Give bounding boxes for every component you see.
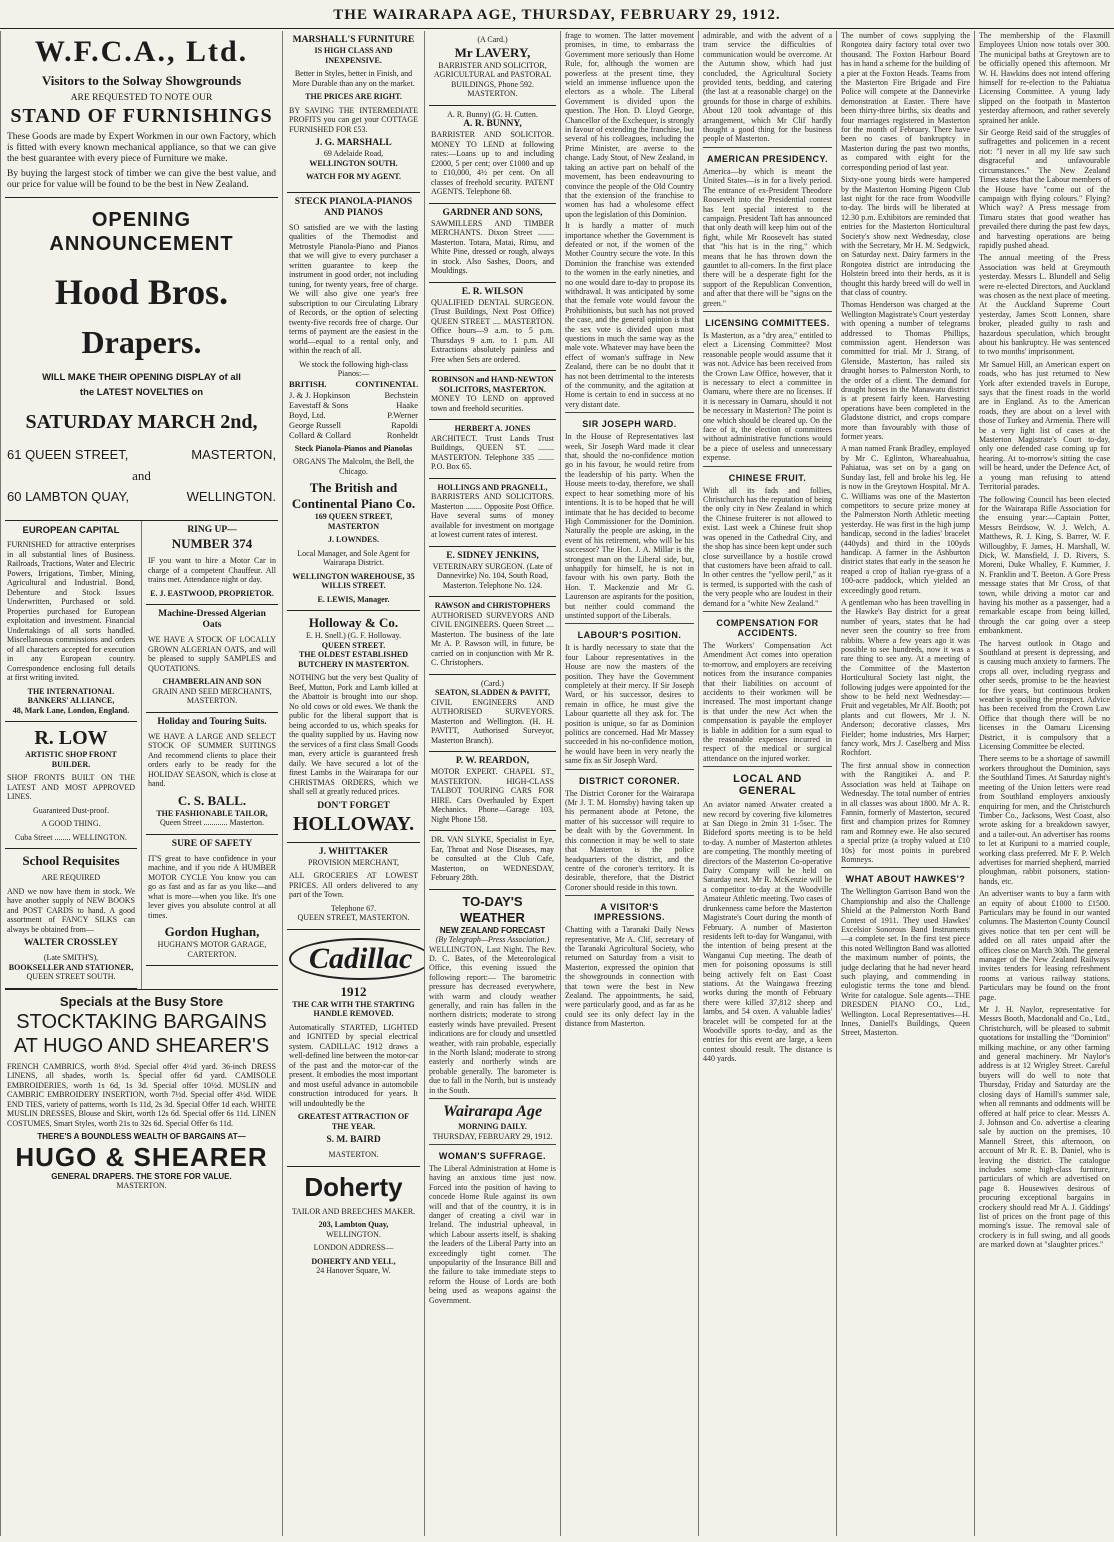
- bcp-title: The British and Continental Piano Co.: [291, 480, 416, 511]
- small-masthead: Wairarapa Age: [442, 1103, 543, 1120]
- column-6: [836, 31, 974, 1536]
- suffrage-heading: WOMAN'S SUFFRAGE.: [438, 1151, 547, 1161]
- hood-and: and: [132, 468, 151, 483]
- coroner-heading: DISTRICT CORONER.: [578, 775, 680, 786]
- euro-title: EUROPEAN CAPITAL: [22, 525, 120, 536]
- hood-town-2: WELLINGTON.: [186, 489, 276, 504]
- piano-british-name: Boyd, Ltd.: [289, 409, 326, 420]
- walter-trade: BOOKSELLER AND STATIONER,: [8, 962, 134, 972]
- hood-town-1: MASTERTON,: [191, 447, 276, 462]
- column-1: [0, 31, 282, 1536]
- weather-body: WELLINGTON, Last Night. The Rev. D. C. Bates, of the Meteorological Office, this evening issued the following report:— The barometric pressure has decreased everywhere, with warm and cloudy weather generally, and rain has fallen in the northern districts; moderate to strong easterly winds have prevailed. Present indications are for cloudy and unsettled weather, with rain probable, especially in the North Island; moderate to strong easterly and northerly winds are probable generally. The barometer is due to fall in the North, but is unsteady in the South.: [429, 944, 556, 1095]
- number-374: NUMBER 374: [171, 536, 253, 551]
- wilson-name: E. R. WILSON: [461, 286, 524, 297]
- col7-news-7: There seems to be a shortage of sawmill workers throughout the Dominion, says the Southland Times. At Saturday night's meeting of the Union letters were read from Southland employers anxiously enquiring for men, and the Christchurch Timber Co., Jacksons, West Coast, also wrote asking for a breakdown sawyer, and a tailer-out. An advertiser has rooms to let at Kuripuni to a married couple, working class preferred. Mr F. P. Welch advertises for married shepherd, married ploughman, rabbit poisoners, station-hands, etc.: [979, 754, 1110, 886]
- oats-body: WE HAVE A STOCK OF LOCALLY GROWN ALGERIAN OATS, and will be pleased to supply SAMPLES and QUOTATIONS.: [148, 635, 276, 673]
- jones-body: ARCHITECT. Trust Lands Trust Buildings, QUEEN ST. ........ MASTERTON. Telephone 335 ........ P.O. Box 65.: [431, 433, 554, 471]
- marshall-address: 69 Adelaide Road,: [323, 149, 384, 158]
- doherty-advert: [287, 1167, 420, 1282]
- algerian-oats-advert: [146, 605, 278, 713]
- holloway-title: Holloway & Co.: [308, 615, 399, 630]
- piano-british-name: Eavestaff & Sons: [289, 399, 349, 410]
- bcp-address: 169 QUEEN STREET, MASTERTON: [314, 512, 393, 531]
- holiday-suits: Holiday and Touring Suits.: [157, 716, 267, 727]
- local-heading: LOCAL AND GENERAL: [733, 773, 802, 798]
- piano-row: [289, 400, 418, 410]
- chinese-body: With all its fads and follies, Christchurch has the reputation of being the only city in New Zealand in which the Chinese fruiterer is not allowed to exist. Last week a Chinese fruit shop was opened in the Cathedral City, and the shop has since been kept under such close surveillance by a hostile crowd that customers have been afraid to call. In other centres the "yellow peril," as it is termed, is supported with the cash of the very people who are loudest in their demand for a "white New Zealand.": [703, 485, 832, 608]
- piano-row: [289, 420, 418, 430]
- jenkins-name: E. SIDNEY JENKINS,: [446, 550, 539, 561]
- steck-title: STECK PIANOLA-PIANOS AND PIANOS: [294, 196, 413, 218]
- baird-name: S. M. BAIRD: [326, 1135, 381, 1145]
- wilson-card: [429, 283, 556, 372]
- column-4: [560, 31, 698, 1536]
- piano-row: [289, 410, 418, 420]
- col7-news-3: The annual meeting of the Press Association was held at Greymouth yesterday. Messrs L. Blundell and Selig were re-elected Directors, and Auckland was chosen as the next place of meeting. At the Auckland Supreme Court yesterday, James Scott Lonnen, share broker, pleaded guilty to rash and hazardous speculation, which brought about his bankruptcy. He was sentenced to two months' imprisonment.: [979, 253, 1110, 357]
- rlow-sub: ARTISTIC SHOP FRONT BUILDER.: [25, 750, 117, 769]
- piano-continental-name: Haake: [396, 399, 418, 410]
- piano-british-name: J. & J. Hopkinson: [289, 389, 351, 400]
- holloway-oldest: THE OLDEST ESTABLISHED BUTCHERY IN MASTERTON.: [298, 650, 409, 669]
- steck-stock: We stock the following high-class Pianos:—: [299, 359, 408, 378]
- morning-daily: MORNING DAILY.: [458, 1122, 527, 1131]
- whittaker-name: J. WHITTAKER: [318, 846, 389, 857]
- gordon-hughan-advert: [146, 835, 278, 967]
- ward-heading: SIR JOSEPH WARD.: [582, 419, 677, 430]
- cadillac-end: GREATEST ATTRACTION OF THE YEAR.: [297, 1112, 410, 1131]
- hood-date: SATURDAY MARCH 2nd,: [25, 411, 258, 433]
- chinese-heading: CHINESE FRUIT.: [728, 472, 807, 483]
- euro-address: 48, Mark Lane, London, England.: [12, 705, 130, 715]
- ring-up-advert: [146, 521, 278, 605]
- licensing-body: Is Masterton, as a "dry area," entitled to elect a Licensing Committee? Most reasonable people would assume that it was not. Advice has been received from the Crown Law Office, however, that it is necessary to elect a committee in Oamaru, where there are no licenses. If it is necessary in Oamaru, should it not be necessary in Masterton? The point is one which should be cleared up. On the face of it, the election of committees without administrative functions would be a piece of useless and unnecessary expense.: [703, 330, 832, 463]
- lavery-card-label: (A Card.): [477, 35, 508, 44]
- weather-tel: (By Telegraph—Press Association.): [435, 935, 550, 944]
- piano-british-name: George Russell: [289, 419, 342, 430]
- seaton-name: SEATON, SLADDEN & PAVITT,: [434, 688, 551, 697]
- baird-town: MASTERTON.: [328, 1150, 379, 1159]
- cadillac-year: 1912: [340, 983, 367, 999]
- col6-news-6: The first annual show in connection with the Rangitikei A. and P. Association was held at Taihape on Wednesday. The total number of entries in all classes was about 1800. Mr A. R. Fannin, formerly of Masterton, secured first and champion prizes for Romney ram and Romney ewe. He also secured a special prize (a trophy valued at £10 10s) for most points in purebred Romneys.: [841, 760, 970, 864]
- gordon-hughan: Gordon Hughan,: [164, 924, 260, 939]
- cadillac-body: Automatically STARTED, LIGHTED and IGNITED by special electrical system. CADILLAC 1912 draws a well-defined line between the motor-car of the past and the motor-car of the present. It embodies the most important and most useful advance in automobile construction introduced for years. It will undoubtedly be the: [289, 1022, 418, 1108]
- column-7: [974, 31, 1114, 1536]
- piano-row: [289, 390, 418, 400]
- col5-news: admirable, and with the advent of a tram service the difficulties of communication would be overcome. At the Autumn show, which had just concluded, the Agricultural Society provided tents, bedding, and catering (the last at a reasonable charge) on the grounds for those in charge of exhibits. About 120 took advantage of this arrangement, which Mr Clif hardly thought a good thing for the business people of Masterton.: [703, 31, 832, 144]
- whittaker-address: QUEEN STREET, MASTERTON.: [297, 913, 410, 922]
- suits-body: WE HAVE A LARGE AND SELECT STOCK OF SUMMER SUITINGS And recommend clients to place their orders early to be ready for the HOLIDAY SEASON, which is close at hand.: [148, 731, 276, 788]
- column-5: [698, 31, 836, 1536]
- cadillac-logo: Cadillac: [289, 938, 424, 980]
- ball-sub: THE FASHIONABLE TAILOR,: [156, 808, 268, 818]
- hugo-big: HUGO & SHEARER: [15, 1141, 268, 1172]
- masthead: THE WAIRARAPA AGE, THURSDAY, FEBRUARY 29, 1912.: [0, 0, 1114, 29]
- seaton-card: [429, 675, 556, 753]
- chamberlain: CHAMBERLAIN AND SON: [162, 677, 262, 686]
- col7-news-8: An advertiser wants to buy a farm with an equity of about £1000 to £1500. Particulars may be found in our wanted columns. The Masterton County Council gives notice that ten per cent will be added on all rates unpaid after the offices close on March 30th. The general manager of the New Zealand Railways invites tenders for leasing refreshment rooms at various railway stations. Particulars may be found on the front page.: [979, 889, 1110, 1002]
- col7-news-5: The following Council has been elected for the Wairarapa Rifle Association for the ensuing year:—Captain Potter, Messrs Beirdsow, W. J. Welch, A. Matthews, R. J. King, S. Barrer, W. F. Willoughby, F. James, H. Marshall, W. Dick, W. Mansfield, J. D. Rivers, S. Moreni, Duke Whalley, F. Kummer, J. N. Franklin and T. Beeton. A Gore Press message states that Mr Cross, of that town, while driving a motor car and having his mother as a passenger, had a remarkable escape from being killed, through the car going over a steep embankment.: [979, 494, 1110, 636]
- wfca-title: W.F.C.A., Ltd.: [34, 35, 249, 68]
- opening-heading: OPENING ANNOUNCEMENT: [49, 209, 234, 255]
- steck-continental: CONTINENTAL: [355, 378, 418, 389]
- jones-name: HERBERT A. JONES: [454, 424, 531, 433]
- bunny-card: [429, 106, 556, 204]
- lavery-sub: BARRISTER AND SOLICITOR, AGRICULTURAL and PASTORAL BUILDINGS, Phone 592. MASTERTON.: [433, 60, 552, 98]
- hood-address-1: 61 QUEEN STREET,: [7, 447, 129, 462]
- visitor-body: Chatting with a Taranaki Daily News representative, Mr A. Clif, secretary of the Taranaki Agricultural Society, who returned on Saturday from a visit to Masterton, expressed the opinion that the showgrounds in connection with that town were the best in New Zealand. The appointments, he said, were particularly good, and as far as he could see its only defect lay in the distance from Masterton.: [565, 925, 694, 1029]
- marshall-prices: THE PRICES ARE RIGHT.: [305, 92, 402, 101]
- cadillac-sub: THE CAR WITH THE STARTING HANDLE REMOVED.: [292, 999, 415, 1018]
- hugo-shearer-advert: [5, 989, 278, 1197]
- col7-news-9: Mr J. H. Naylor, representative for Messrs Booth, Macdonald and Co., Ltd., Christchurch, will be pleased to submit quotations for installing the "Dominion" milking machine, or any other farming and general machinery. Mr Naylor's address is at 12 Wrigley Street. Careful buyers will do well to note that Thursday, Friday and Saturday are the closing days of Hamill's summer sale, when all remnants and oddments will be offered at half price to clear. Messrs A. J. Johnson and Co. advertise a clearing sale by auction on the premises, 10 Mannell Street, this afternoon, on account of Mr R. E. B. Daniel, who is leaving the district. The catalogue includes some high-class furniture, particulars of which are advertised on page 8. Housewives desirous of procuring exceptional bargains in crockery should read Mr A. J. Giddings' list of prices on the front page of this morning's issue. The removal sale of crockery is in full swing, and all goods are marked down at "slaughter prices.": [979, 1005, 1110, 1250]
- piano-continental-name: Bechstein: [384, 389, 418, 400]
- rlow-title: R. LOW: [34, 727, 108, 749]
- steck-line: Steck Pianola-Pianos and Pianolas: [294, 443, 413, 453]
- cs-ball: C. S. BALL.: [177, 792, 247, 808]
- lavery-name: Mr LAVERY,: [454, 44, 531, 60]
- reardon-body: MOTOR EXPERT. CHAPEL ST., MASTERTON. HIGH-CLASS TALBOT TOURING CARS FOR HIRE. Cars Overhauled by Expert Mechanics. Phone—Garage 103, Night Phone 158.: [431, 767, 554, 824]
- bcp-manager: J. LOWNDES.: [328, 535, 379, 544]
- robinson-card: [429, 371, 556, 420]
- ball-address: Queen Street ............ Masterton.: [160, 818, 264, 827]
- r-low-advert: [5, 722, 137, 849]
- col6-news-3: Thomas Henderson was charged at the Wellington Magistrate's Court yesterday with opening a number of telegrams addressed to Thomas Phillips, commission agent. Henderson was committed for trial. Mr J. Strang, of Glenside, Masterton, has railed six draught horses to Palmerston North, to the order of a client. The demand for draught horses in the Manawatu district is at present fairly keen. Harvesting operations have been completed in the Gladstone district, and crops compare more than favourably with those of former years.: [841, 300, 970, 442]
- compensation-body: The Workers' Compensation Act Amendment Act comes into operation to-morrow, and employers are receiving notices from the insurance companies that their liabilities on account of accidents to their workmen will be increased. The most important change is that under the new Act when the compensation is payable the employer is liable in addition for a sum equal to the reasonable expenses incurred in respect of the medical or surgical attendance on the injured worker.: [703, 640, 832, 763]
- hood-bros-advert: [5, 198, 278, 521]
- bunny-name: A. R. BUNNY,: [463, 119, 522, 129]
- col7-news-4: Mr Samuel Hill, an American expert on roads, who has just returned to New York after extended travels in Europe, says that the finest roads in the world are in England. As to the American roads, they are about on a level with those of Turkey and Armenia. There will be a very light list of cases at the Masterton Magistrate's Court to-day, only one defended case coming up for hearing. At to-morrow's sitting the case will be heard, under the Defence Act, of a young man refusing to attend Territorial parades.: [979, 359, 1110, 492]
- school-requisites-advert: [5, 849, 137, 989]
- school-body: AND we now have them in stock. We have another supply of NEW BOOKS and POST CARDS to hand. A good assortment of FANCY SILKS can always be obtained from—: [7, 886, 135, 934]
- marshall-title: MARSHALL'S FURNITURE: [292, 35, 415, 45]
- seaton-card-label: (Card.): [481, 678, 504, 688]
- weather-section: [429, 890, 556, 1096]
- gardner-card: [429, 204, 556, 283]
- reardon-card: [429, 752, 556, 831]
- col6-news-2: Sixty-one young birds were hampered by the Masterton Homing Pigeon Club last night for the race from Woodville to-day. The birds will be liberated at 12.30 p.m. Exhibitors are reminded that entries for the Masterton Horticultural Society's show next Wednesday, close with the Secretary, Mr H. M. Sedgwick, on Saturday next. Dairy farmers in the Rongotea district are introducing the Holstein breed into their herds, as it is thought this hardy breed will do well in that class of country.: [841, 175, 970, 297]
- jenkins-body: VETERINARY SURGEON. (Late of Dannevirke) No. 104, South Road, Masterton. Telephone No. 124.: [432, 561, 553, 590]
- column-2: [282, 31, 424, 1536]
- col6-news-5: A gentleman who has been travelling in the Hawke's Bay district for a great number of years, states that he had never seen the country so free from rabbits. Where a few years ago it was possible to see hundreds, now it was a rare thing to see any. At a meeting of the Committee of the Masterton Horticultural Society last night, the following judges were appointed for the show to be held next Wednesday:—Fruit and vegetables, Mr Alf. Booth; pot plants and cut flowers, Mr J. N. Anderson; decorative classes, Mrs Fielder; home industries, Mrs Harper; fancy work, Mrs J. Caselberg and Miss Rochfort.: [841, 597, 970, 758]
- bcp-manager-sub: Local Manager, and Sole Agent for Wairarapa District.: [297, 548, 410, 567]
- editorial-dateline: THURSDAY, FEBRUARY 29, 1912.: [432, 1131, 553, 1141]
- suffrage-continued-2: It is hardly a matter of much importance whether the Government is defeated or not, if the women of the Mother Country secure the vote. In this Dominion the franchise was extended to the women in the early nineties, and no one would dare to-day to propose its withdrawal. It was anticipated by some that the female vote would favour the Prohibitionists, but such has not proved the case, and the general opinion is that the sex vote is divided upon most questions in much the same way as the male vote. Whatever may have been the effect of woman's suffrage in New Zealand, there can be no doubt that it has not been detrimental to the interests of the community, and the agitation at Home is certain to end in success at no very distant date.: [565, 221, 694, 409]
- labour-body: It is hardly necessary to state that the four Labour representatives in the House are now the masters of the position. They have the Government completely at their mercy. If Sir Joseph Ward, or his successor, desires to remain in office, he must give the Labour quartette all they ask for. The position is unique, so far as Dominion politics are concerned. Had Mr Massey succeeded in his no-confidence motion, he would have been in very nearly the same fix as Sir Joseph Ward.: [565, 643, 694, 766]
- american-heading: AMERICAN PRESIDENCY.: [706, 153, 828, 164]
- steck-piano-advert: [287, 193, 420, 612]
- holloway-address: QUEEN STREET.: [321, 640, 386, 650]
- doherty-sub: TAILOR AND BREECHES MAKER.: [291, 1206, 416, 1216]
- bcp-manager2: E. LEWIS, Manager.: [317, 594, 390, 604]
- hood-name: Hood Bros.: [54, 272, 229, 312]
- eastwood: E. J. EASTWOOD, PROPRIETOR.: [150, 588, 274, 598]
- marshall-name: J. G. MARSHALL: [315, 138, 392, 148]
- marshall-body: Better in Styles, better in Finish, and More Durable than any on the market.: [292, 69, 415, 88]
- at-hugo-heading: AT HUGO AND SHEARER'S: [13, 1034, 270, 1057]
- c-s-ball-advert: [146, 713, 278, 835]
- organs-line: ORGANS The Malcolm, the Bell, the Chicago.: [293, 457, 414, 476]
- whittaker-tel: Telephone 67.: [330, 903, 377, 913]
- hollings-body: BARRISTERS AND SOLICITORS. Masterton ........ Opposite Post Office. Have several sums of money available for investment on mortgage at lowest current rates of interest.: [431, 492, 554, 539]
- steck-british: BRITISH.: [289, 378, 327, 389]
- col6-news-4: A man named Frank Bradley, employed by Mr C. Eglinton, Whareahuahua, Pahiatua, was set on by a gang on Sunday last, fell and broke his leg. He is now in the Greytown Hospital. Mr A. C. Williams was one of the Masterton competitors to secure prize money at the Palmerston North Athletic meeting yesterday. He was first in the high jump handicap, second in the ladies' bracelet (440yds) and third in the 100yds handicap. A farmer in the Ashburton district states that early in the season he reaped a crop of Italian rye-grass of a 100-acre paddock, which yielded an exceedingly good return.: [841, 444, 970, 595]
- wfca-body: These Goods are made by Expert Workmen in our own Factory, which is fitted with every known mechanical appliance, so that we can give the best guarantee with every piece of Furniture we make.: [7, 132, 276, 164]
- rlow-guarantee: Guaranteed Dust-proof.: [33, 805, 109, 815]
- local-body: An aviator named Atwater created a new record by covering five kilometres at San Diego in 2min 31 1-5sec. The Bideford sports meeting is to be held to-day. A number of Masterton athletes are competing. The monthly meeting of directors of the Masterton Co-operative Dairy Company will be held on Saturday next. Mr R. McKenzie will be a competitor to-day at the Woodville Amateur Athletic meeting. Two cases of drunkenness came before the Masterton Magistrate's Court during the month of February. A number of Masterton residents left to-day for Wanganui, with the intention of being present at the Wanganui Cup meeting. The death of men for poisoning opossums is still being actively felt on East Coast stations. At the Waingawa freezing works during the month of February there were killed 37,812 sheep and lambs, and 54 oxen. A valuable ladies' bracelet will be competed for at the Woodville sports to-day, and as the entries for this event are large, a keen contest should result. The distance is 440 yards.: [703, 800, 832, 1064]
- hood-line1: WILL MAKE THEIR OPENING DISPLAY of all: [42, 372, 241, 383]
- doherty-address: 203, Lambton Quay,: [318, 1220, 389, 1229]
- ring-up: RING UP—: [187, 525, 237, 535]
- piano-continental-name: P.Werner: [387, 409, 418, 420]
- piano-continental-name: Ronheldt: [386, 429, 418, 440]
- doherty-london: LONDON ADDRESS—: [313, 1243, 394, 1252]
- piano-continental-name: Rapoldi: [391, 419, 418, 430]
- wfca-line1: Visitors to the Solway Showgrounds: [41, 73, 242, 88]
- holloway-names: E. H. Snell.) (G. F. Holloway.: [305, 631, 402, 640]
- school-title: School Requisites: [22, 853, 120, 868]
- suffrage-body: The Liberal Administration at Home is having an anxious time just now. Forced into the position of having to concede Home Rule against its own will and that of the country, it is in danger of creating a civil war in Ireland. The industrial upheaval, in which Labour asserts itself, is shaking the leaders of the Liberal Party into an exceedingly tight corner. The unpopularity of the Insurance Bill and the failure to take immediate steps to reform the House of Lords are both being used as weapons against the Government.: [429, 1164, 556, 1305]
- gardner-body: SAWMILLERS AND TIMBER MERCHANTS. Dixon Street ........ Masterton. Totara, Matai, Rimu, and White Pine, dressed or rough, always in stock. Also Sashes, Doors, and Mouldings.: [431, 218, 554, 275]
- vanslyke-body: DR. VAN SLYKE, Specialist in Eye, Ear, Throat and Nose Diseases, may be consulted at the Club Cafe, Masterton, on WEDNESDAY, February 28th.: [431, 835, 554, 882]
- gardner-name: GARDNER AND SONS,: [442, 207, 543, 218]
- steck-body: SO satisfied are we with the lasting qualities of the Themodist and Metrostyle Pianola-Piano and Pianos that we will give to every purchaser a written guarantee to keep the instrument in good order, not including tuning, for twenty years, free of charge. We will also give one year's free subscription to our Circulating Library of Records, or the option of selecting twenty-five records free of charge. Our terms of payment are the easiest in the world—equal to a rental only, and within the reach of all.: [289, 222, 418, 355]
- robinson-body: MONEY TO LEND on approved town and freehold securities.: [431, 394, 554, 413]
- lavery-card: [429, 31, 556, 106]
- rawson-name: RAWSON and CHRISTOPHERS: [434, 601, 551, 610]
- piano-row: [289, 430, 418, 440]
- labour-heading: LABOUR'S POSITION.: [577, 630, 682, 641]
- cadillac-advert: [287, 930, 420, 1167]
- walter-address: QUEEN STREET SOUTH.: [26, 972, 116, 981]
- hugo-town: MASTERTON.: [116, 1181, 167, 1190]
- holloway-advert: [287, 611, 420, 843]
- col6-news-1: The number of cows supplying the Rongotea dairy factory total over two thousand. The Foxton Harbour Board has in hand a scheme for the building of a pier at the Foxton Heads. Teams from the Masterton Fire Brigade and Fire Police will compete at the Dannevirke demonstration at Easter. There have been thirty-three births, six deaths and four marriages registered in Masterton for the month of February. There have been no cases of bankruptcy in Masterton during the past two months, as compared with eight for the corresponding period of last year.: [841, 31, 970, 172]
- marshall-sub: IS HIGH CLASS AND INEXPENSIVE.: [314, 46, 393, 65]
- piano-list: [289, 390, 418, 440]
- chamberlain-sub: GRAIN AND SEED MERCHANTS, MASTERTON.: [152, 686, 272, 705]
- van-slyke-card: [429, 831, 556, 890]
- ward-body: In the House of Representatives last week, Sir Joseph Ward made it clear that, should the no-confidence motion go in his favour, he would retire from the leadership of his party. When the House meets to-day, therefore, we shall expect to hear something more of his intentions. It is to be hoped that he will intimate that he has decided to become High Commissioner for the Dominion. Naturally the people are asking, in the event of his retirement, who will be his successor? The Hon. J. A. Millar is the strongest man on the Liberal side, but, unhappily for himself, he is not in favour with his own party. Both the Hon. T. Mackenzie and Mr G. Laurenson are aspirants for the position, but neither could command the unstinted support of the Liberals.: [565, 432, 694, 620]
- doherty-london-address: 24 Hanover Square, W.: [316, 1266, 391, 1275]
- sure-of-safety: SURE OF SAFETY: [171, 838, 253, 849]
- holloway-body: NOTHING but the very best Quality of Beef, Mutton, Pork and Lamb killed at the Abattoir is brought into our shop. No old cows or old ewes. We thank the public for the liberal support that is being accorded to us, which speaks for the quality supplied by us. Having now the services of a first class Small Goods man, every article is guaranteed fresh daily. We have secured a lot of the finest Lambs in the Wairarapa for our CHRISTMAS ORDERS, which we shall sell at greatly reduced prices.: [289, 673, 418, 796]
- euro-firm: THE INTERNATIONAL BANKERS' ALLIANCE,: [27, 686, 115, 705]
- column-3: [424, 31, 560, 1536]
- marshall-town: WELLINGTON SOUTH.: [309, 158, 398, 168]
- ring-body: IF you want to hire a Motor Car in charge of a competent Chauffeur. All trains met. Attendance night or day.: [148, 556, 276, 584]
- hughan-sub: HUGHAN'S MOTOR GARAGE, CARTERTON.: [157, 940, 267, 959]
- hollings-card: [429, 479, 556, 547]
- hugo-list: FRENCH CAMBRICS, worth 8½d. Special offer 4½d yard. 36-inch DRESS LINENS, all shades, worth 1s. Special offer 6d yard. CAMISOLE EMBROIDERIES, worth 1s 6d, 1s 3d. Special offer 10½d. MUSLIN and CAMBRIC EMBROIDERY INSERTION, worth 7½d. Special offer 4½d. WIDE END TIES, variety of patterns, worth 1s 11d, 2s 3d. Special Offer 1d each. WHITE MUSLIN DRESSES, Blouse and Skirt, worth 12s 6d. Special offer 6s 11d. LINEN COSTUMES, Smart Styles, worth 21s to 32s 6d. Special Offer 6s 11d.: [7, 1061, 276, 1128]
- hawkes-body: The Wellington Garrison Band won the Championship and also the Challenge Shield at the Palmerston North Band Contest of 1911. They used Hawkes' Excelsior Sonorous Band Instruments—a complete set. In the first test piece this noted Wellington Band was allotted the maximum number of points, the judge declaring that he had never heard such playing, and commending in eulogistic terms the tone and blend. Write for catalogue. Sole agents—THE DRESDEN PIANO CO., Ltd., Wellington. Local Representatives—H. Innes, Daniell's Buildings, Queen Street, Masterton.: [841, 887, 970, 1038]
- walter-crossley: WALTER CROSSLEY: [24, 938, 118, 948]
- american-body: America—by which is meant the United States—is in for a lively period. The entrance of ex-President Theodore Roosevelt into the Presidential contest has lent special interest to the campaign. President Taft has announced that only death will keep him out of the fight, while Mr Roosevelt has stated that "his hat is in the ring," which means that he has thrown down the gauntlet to all-comers. In the first place there will be a desperate fight for the support of the Republican Convention, and after that there will be "signs on the green.": [703, 166, 832, 308]
- rawson-body: AUTHORISED SURVEYORS AND CIVIL ENGINEERS. Queen Street .... Masterton. The business of the late Mr A. P. Rawson will, in future, be carried on in conjunction with Mr R. C. Christophers.: [431, 610, 555, 667]
- holloway-big: HOLLOWAY.: [292, 812, 415, 835]
- hugo-sub: GENERAL DRAPERS. THE STORE FOR VALUE.: [51, 1171, 232, 1181]
- marshall-watch: WATCH FOR MY AGENT.: [306, 172, 401, 181]
- walter-sub: (Late SMITH'S),: [43, 953, 99, 962]
- marshall-save: BY SAVING THE INTERMEDIATE PROFITS you can get your COTTAGE FURNISHED FOR £53.: [289, 105, 418, 134]
- whittaker-body: ALL GROCERIES AT LOWEST PRICES. All orders delivered to any part of the Town.: [289, 871, 418, 899]
- euro-body: FURNISHED for attractive enterprises in all substantial lines of Business. Railroads, Tractions, Water and Electric Powers, Irrigations, Timber, Mining, Agricultural and Industrial. Bond, Debenture and Stock Issues Underwritten, Purchased or sold. Properties purchased for European exploitation and investment. Financial Undertakings of all sorts handled. Miscellaneous commissions and orders of all characters accepted for execution in any European country. Correspondence enclosing full details at first writing invited.: [7, 540, 135, 682]
- bunny-names: A. R. Bunny) (G. H. Cutten.: [447, 109, 538, 119]
- piano-british-name: Collard & Collard: [289, 429, 351, 440]
- editorial-masthead: [429, 1102, 556, 1141]
- bcp-warehouse: WELLINGTON WAREHOUSE, 35 WILLIS STREET.: [292, 571, 415, 590]
- bargains-line: THERE'S A BOUNDLESS WEALTH OF BARGAINS AT—: [37, 1132, 246, 1141]
- jenkins-card: [429, 547, 556, 598]
- weather-heading: TO-DAY'S WEATHER: [460, 893, 525, 925]
- rawson-card: [429, 597, 556, 675]
- visitor-heading: A VISITOR'S IMPRESSIONS.: [593, 902, 665, 923]
- compensation-heading: COMPENSATION FOR ACCIDENTS.: [716, 617, 819, 638]
- marshall-advert: [287, 31, 420, 193]
- weather-sub: NEW ZEALAND FORECAST: [439, 925, 546, 935]
- robinson-name: ROBINSON and HAND-NEWTON SOLICITORS, MASTERTON.: [431, 375, 554, 394]
- school-required: ARE REQUIRED: [41, 873, 101, 882]
- col7-news-2: Sir George Reid said of the struggles of suffragettes and policemen in a recent riot: "I never in all my life saw such disgraceful and unfavourable circumstances." The New Zealand Times states that the Labour members of the House have "come out of the campaign with flying colours." Flying? Which way? A Press message from Timaru states that good weather has prevailed there during the past few days, and harvesting operations are being rapidly pushed ahead.: [979, 128, 1110, 250]
- col7-news-1: The membership of the Flaxmill Employees Union now totals over 300. The municipal baths at Greytown are to be officially opened this afternoon. Mr W. H. Hawkins does not intend offering himself for re-election to the Pahiatua Licensing Committee. A young lady slipped on the footpath in Masterton yesterday afternoon, and rather severely sprained her ankle.: [979, 31, 1110, 125]
- bunny-body: BARRISTER AND SOLICITOR. MONEY TO LEND at following rates:—Loans up to and including £2000, 5 per cent; over £1000 and up to £10,000, 4½ per cent. On all classes of freehold security. PATENT AGENTS. Telephone 68.: [431, 130, 554, 196]
- rlow-good: A GOOD THING.: [41, 819, 101, 828]
- coroner-body: The District Coroner for the Wairarapa (Mr J. T. M. Hornsby) having taken up his permanent abode at Petone, the matter of his successor will require to be dealt with by the Government. In this connection it may be well to state that Masterton is the police headquarters of the district, and the centre of the coroner's territory. It is desirable, therefore, that the District Coroner should reside in this town.: [565, 788, 694, 892]
- suffrage-continued: frage to women. The latter movement promises, in time, to embarrass the Government more seriously than Home Rule, for, although the women are powerless at the present time, they wield an immense influence upon the electors as a whole. The Liberal Government is divided upon the question. The Hon. D. Lloyd George, Chancellor of the Exchequer, is strongly in favour of extending the franchise, but several of his colleagues, including the Prime Minister, are averse to the change. Lady Stout, of New Zealand, in taking an active part on behalf of the movement, has been endeavouring to convince the people of the Old Country that the extension of the franchise to women has had a wholesome effect upon the legislation of this Dominion.: [565, 31, 694, 219]
- hawkes-heading: WHAT ABOUT HAWKES'?: [845, 874, 966, 885]
- wfca-body2: By buying the largest stock of timber we can give the best value, and our price for value will be found to be the best in New Zealand.: [7, 169, 276, 190]
- hood-address-2: 60 LAMBTON QUAY,: [7, 489, 130, 504]
- jones-card: [429, 420, 556, 479]
- wfca-advert: [5, 31, 278, 198]
- licensing-heading: LICENSING COMMITTEES.: [705, 317, 830, 328]
- whittaker-advert: [287, 843, 420, 930]
- safety-body: IT'S great to have confidence in your machine, and if you ride A HUMBER MOTOR CYCLE You know you can go as fast and as far as you like—and what is more—when you like. It's one lever gives you absolute control at all times.: [148, 853, 276, 920]
- rlow-address: Cuba Street ........ WELLINGTON.: [14, 832, 128, 842]
- drapers-heading: Drapers.: [81, 324, 202, 360]
- rlow-body: SHOP FRONTS BUILT ON THE LATEST AND MOST APPROVED LINES.: [7, 773, 135, 801]
- specials-heading: Specials at the Busy Store: [59, 993, 224, 1009]
- hollings-name: HOLLINGS AND PRAGNELL,: [437, 482, 548, 492]
- wilson-body: QUALIFIED DENTAL SURGEON. (Trust Buildings, Next Post Office) QUEEN STREET .... MASTERTON. Office hours—9 a.m. to 5 p.m. Thursdays 9 a.m. to 1 p.m. All Extractions absolutely painless and Free when Sets are ordered.: [431, 297, 554, 364]
- european-capital-advert: [5, 521, 137, 722]
- wfca-line3: STAND OF FURNISHINGS: [10, 105, 273, 127]
- stocktaking-heading: STOCKTAKING BARGAINS: [16, 1010, 267, 1033]
- doherty-title: Doherty: [304, 1171, 403, 1202]
- seaton-body: CIVIL ENGINEERS AND AUTHORISED SURVEYORS. Masterton and Wellington. (H. H. PAVITT, Authorised Surveyor, Masterton Branch).: [431, 697, 554, 745]
- wfca-line2: ARE REQUESTED TO NOTE OUR: [70, 93, 213, 103]
- col7-news-6: The harvest outlook in Otago and Southland at present is depressing, and is causing much anxiety to farmers. The crops all over, including ryegrass and other seeds, promise to be the heaviest for five years, but continuous broken weather is spoiling the prospect. Advice has been received from the Crown Law Office that though there will be no licenses in the Oamaru Licensing District, it is compulsory that a Licensing Committee be elected.: [979, 638, 1110, 752]
- whittaker-sub: PROVISION MERCHANT,: [308, 857, 399, 867]
- doherty-town: WELLINGTON.: [326, 1229, 381, 1239]
- reardon-name: P. W. REARDON,: [455, 756, 530, 766]
- dont-forget: DON'T FORGET: [317, 800, 390, 811]
- oats-title: Machine-Dressed Algerian Oats: [158, 609, 266, 630]
- doherty-firm: DOHERTY AND YELL,: [311, 1256, 396, 1266]
- hood-line2: the LATEST NOVELTIES on: [79, 387, 204, 398]
